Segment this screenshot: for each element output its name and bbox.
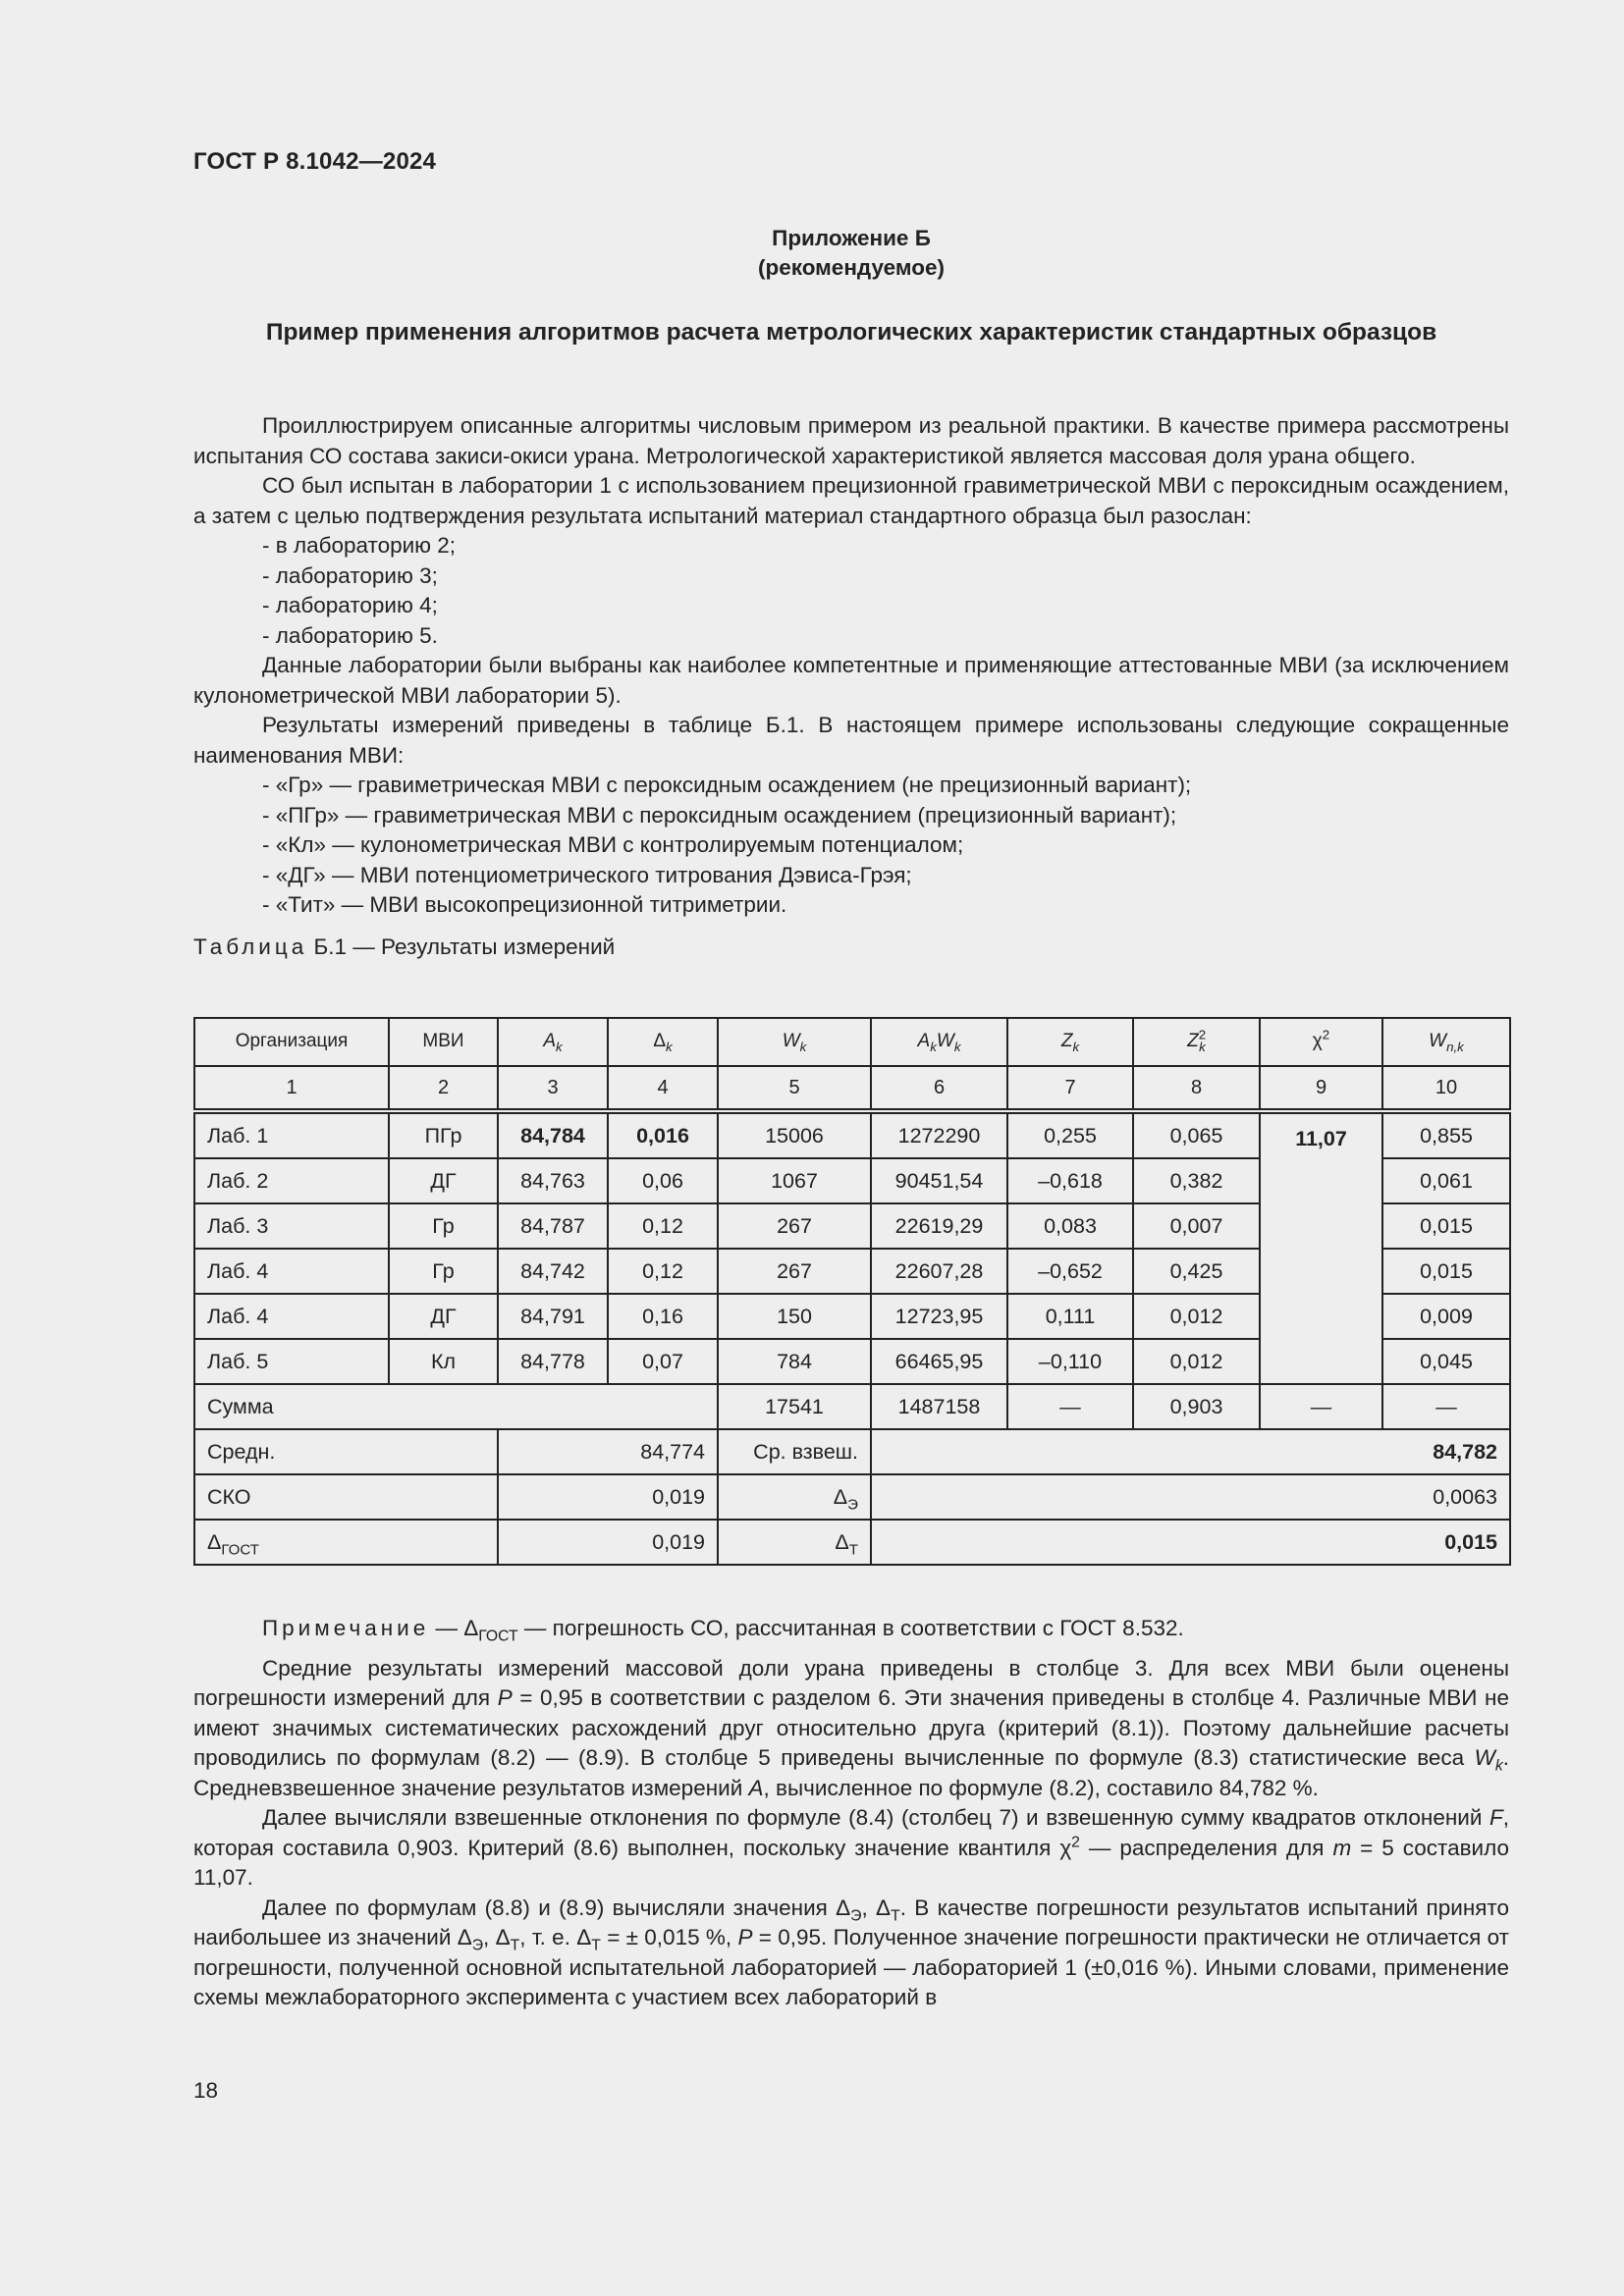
sum-row: Сумма 17541 1487158 — 0,903 — —: [194, 1384, 1510, 1429]
paragraph: Результаты измерений приведены в таблице Б.1. В настоящем примере использованы следующие сокращенные наименования МВИ:: [193, 713, 1509, 768]
discussion-section: [193, 1614, 1509, 2013]
col-number: 7: [1007, 1066, 1133, 1111]
table-row: Лаб. 1 ПГр 84,784 0,016 15006 1272290 0,255 0,065 11,07 0,855: [194, 1111, 1510, 1158]
table-note: Примечание — $\Delta_{ГОСТ}$ — погрешность СО, рассчитанная в соответствии с ГОСТ 8.532.: [262, 1616, 1184, 1645]
list-item: - лабораторию 4;: [262, 593, 438, 617]
list-item: - «ДГ» — МВИ потенциометрического титрования Дэвиса-Грэя;: [262, 862, 912, 887]
chi2-value: 11,07: [1260, 1111, 1382, 1384]
paragraph: Средние результаты измерений массовой доли урана приведены в столбце 3. Для всех МВИ были оценены погрешности измерений для P = 0,95 в соответствии с разделом 6. Эти значения приведены в столбце 4. Различные МВИ не имеют значимых систематических расхождений друг относительно друга (критерий (8.1)). Поэтому дальнейшие расчеты проводились по формулам (8.2) — (8.9). В столбце 5 приведены вычисленные по формуле (8.3) статистические веса $W_k$. Средневзвешенное значение результатов измерений A, вычисленное по формуле (8.2), составило 84,782 %.: [193, 1655, 1509, 1800]
paragraph: Проиллюстрируем описанные алгоритмы числовым примером из реальной практики. В качестве примера рассмотрены испытания СО состава закиси-окиси урана. Метрологической характеристикой является массовая доля урана общего.: [193, 413, 1509, 468]
paragraph: Далее вычисляли взвешенные отклонения по формуле (8.4) (столбец 7) и взвешенную сумму квадратов отклонений F, которая составила 0,903. Критерий (8.6) выполнен, поскольку значение квантиля $\chi^2$ — распределения для m = 5 составило 11,07.: [193, 1805, 1509, 1890]
appendix-heading: [193, 224, 1509, 283]
table-row: Лаб. 4 ДГ 84,791 0,16 150 12723,95 0,111 0,012 0,009: [194, 1294, 1510, 1339]
col-number: 1: [194, 1066, 389, 1111]
list-item: - в лабораторию 2;: [262, 533, 457, 558]
header-org: Организация: [194, 1018, 389, 1066]
list-item: - лабораторию 5.: [262, 622, 438, 648]
header-delta: $\Delta_k$: [608, 1018, 718, 1066]
list-item: - «ПГр» — гравиметрическая МВИ с пероксидным осаждением (прецизионный вариант);: [262, 802, 1177, 828]
header-chi2: $\chi^2$: [1260, 1018, 1382, 1066]
col-number: 8: [1133, 1066, 1260, 1111]
mean-row: Средн. 84,774 Ср. взвеш. 84,782: [194, 1429, 1510, 1474]
list-item: - «Гр» — гравиметрическая МВИ с пероксидным осаждением (не прецизионный вариант);: [262, 773, 1192, 797]
list-item: - лабораторию 3;: [262, 562, 438, 588]
dgost-row: $\Delta_{ГОСТ}$ 0,019 $\Delta_Т$ 0,015: [194, 1520, 1510, 1565]
header-W: $W_k$: [718, 1018, 871, 1066]
header-AW: $A_kW_k$: [871, 1018, 1007, 1066]
table-row: Лаб. 5 Кл 84,778 0,07 784 66465,95 –0,110 0,012 0,045: [194, 1339, 1510, 1384]
col-number: 4: [608, 1066, 718, 1111]
appendix-title: Пример применения алгоритмов расчета метрологических характеристик стандартных образцов: [265, 319, 1437, 346]
col-number: 9: [1260, 1066, 1382, 1111]
header-mvi: МВИ: [389, 1018, 498, 1066]
appendix-label: Приложение Б: [772, 226, 931, 250]
sko-row: СКО 0,019 $\Delta_Э$ 0,0063: [194, 1474, 1510, 1520]
header-A: $A_k$: [498, 1018, 608, 1066]
table-row: Лаб. 4 Гр 84,742 0,12 267 22607,28 –0,652 0,425 0,015: [194, 1249, 1510, 1294]
appendix-status: (рекомендуемое): [758, 255, 945, 280]
page-number: 18: [193, 2078, 219, 2103]
col-number: 10: [1382, 1066, 1510, 1111]
col-number: 3: [498, 1066, 608, 1111]
header-Z2: $Z^2_k$: [1133, 1018, 1260, 1066]
header-Z: $Z_k$: [1007, 1018, 1133, 1066]
paragraph: СО был испытан в лаборатории 1 с использованием прецизионной гравиметрической МВИ с пероксидным осаждением, а затем с целью подтверждения результата испытаний материал стандартного образца был разослан:: [193, 473, 1509, 528]
document-code: ГОСТ Р 8.1042—2024: [193, 148, 437, 175]
table-row: Лаб. 3 Гр 84,787 0,12 267 22619,29 0,083 0,007 0,015: [194, 1203, 1510, 1249]
table-row: Лаб. 2 ДГ 84,763 0,06 1067 90451,54 –0,618 0,382 0,061: [194, 1158, 1510, 1203]
table-caption: Таблица Б.1 — Результаты измерений: [193, 934, 616, 959]
intro-section: [193, 411, 1509, 974]
col-number: 5: [718, 1066, 871, 1111]
results-table: [193, 1017, 1511, 1566]
col-number: 6: [871, 1066, 1007, 1111]
col-number: 2: [389, 1066, 498, 1111]
paragraph: Данные лаборатории были выбраны как наиболее компетентные и применяющие аттестованные МВИ (за исключением кулонометрической МВИ лаборатории 5).: [193, 653, 1509, 708]
paragraph: Далее по формулам (8.8) и (8.9) вычисляли значения $\Delta_Э$, $\Delta_Т$. В качестве погрешности результатов испытаний принято наибольшее из значений $\Delta_Э$, $\Delta_Т$, т. е. $\Delta_Т$ = ± 0,015 %, P = 0,95. Полученное значение погрешности практически не отличается от погрешности, полученной основной испытательной лабораторией — лабораторией 1 (±0,016 %). Иными словами, применение схемы межлабораторного эксперимента с участием всех лабораторий в: [193, 1895, 1510, 2009]
list-item: - «Кл» — кулонометрическая МВИ с контролируемым потенциалом;: [262, 832, 964, 857]
list-item: - «Тит» — МВИ высокопрецизионной титриметрии.: [262, 892, 787, 917]
column-number-row: [194, 1066, 1510, 1111]
table-header-row: [194, 1018, 1510, 1066]
header-Wn: $W_{n,k}$: [1382, 1018, 1510, 1066]
